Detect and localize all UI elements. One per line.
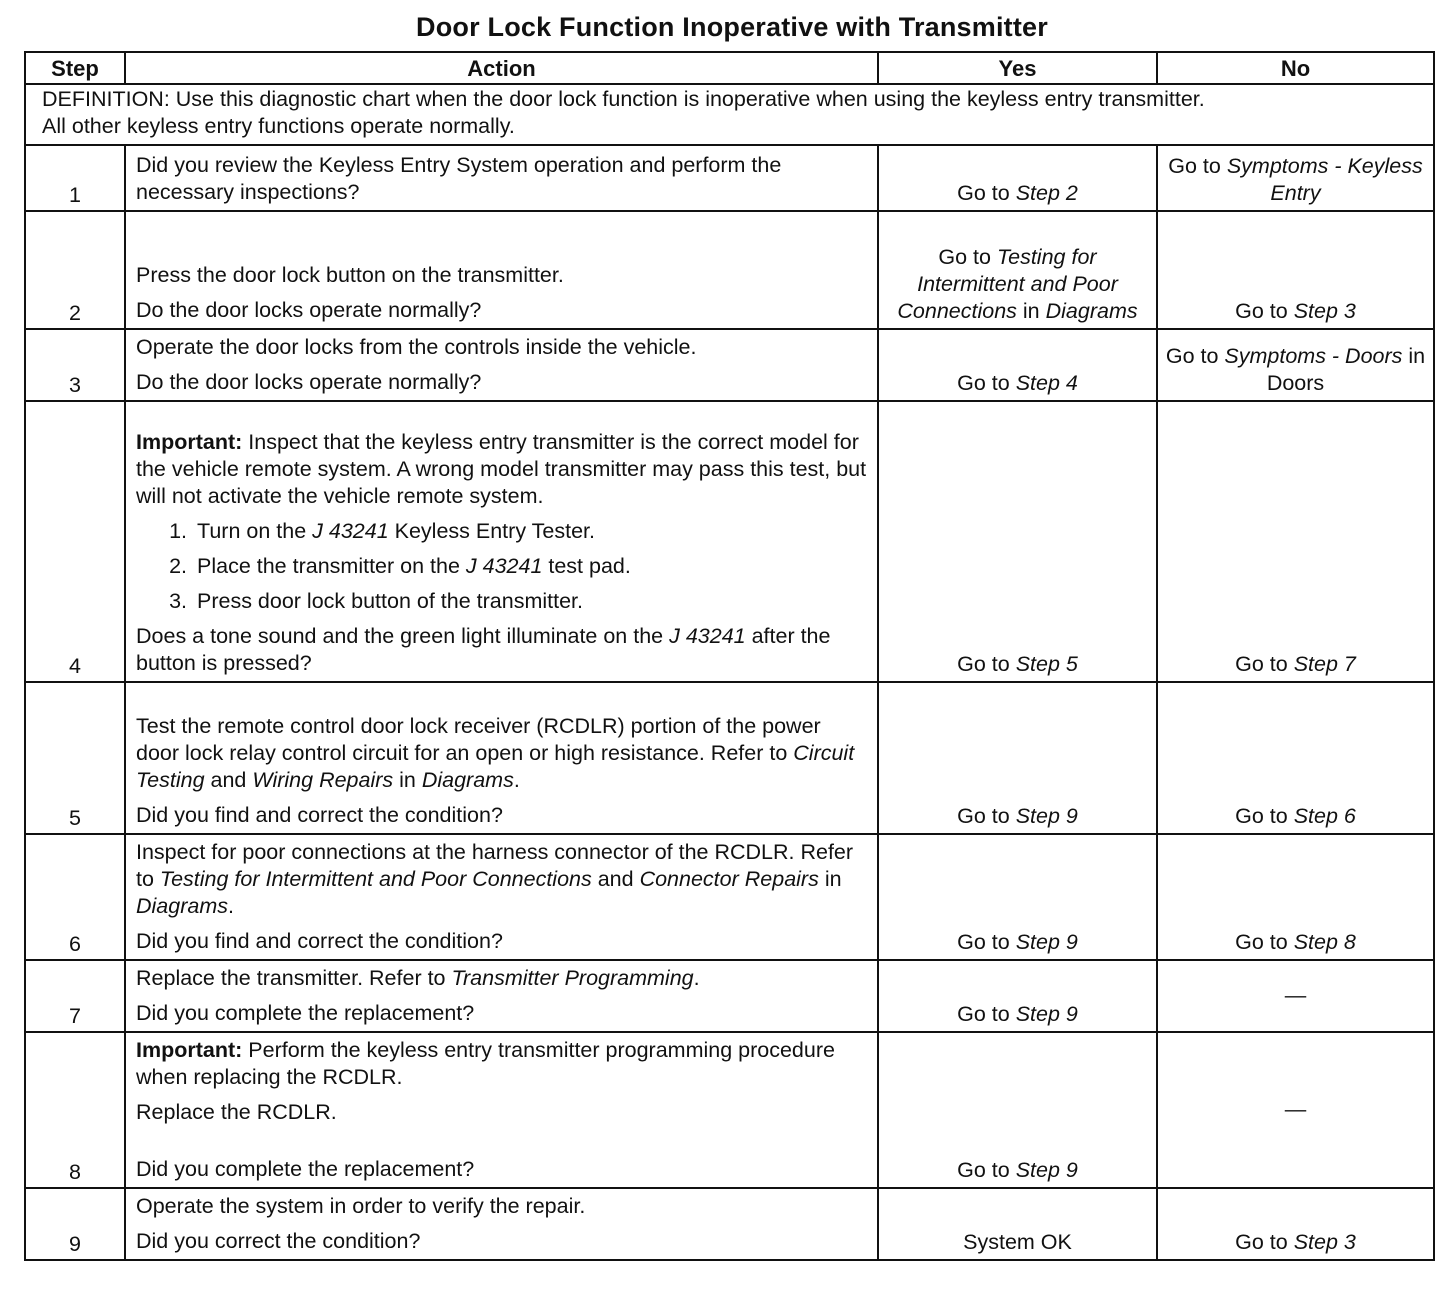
header-no: No	[1157, 52, 1434, 84]
tool-reference: J 43241	[312, 519, 389, 543]
action-text: Inspect for poor connections at the harness connector of the RCDLR. Refer to Testing for Intermittent and Poor Connections and Connector Repairs in Diagrams.	[136, 840, 854, 918]
action-cell	[125, 145, 878, 211]
important-label: Important:	[136, 430, 243, 454]
yes-cell: Go to Step 4	[878, 329, 1157, 401]
action-question: Did you correct the condition?	[136, 1229, 421, 1253]
step-reference: Step 5	[1015, 652, 1078, 676]
step-number: 1	[25, 145, 125, 211]
no-cell: Go to Symptoms - Doors in Doors	[1157, 329, 1434, 401]
step-number: 8	[25, 1032, 125, 1188]
yes-cell: Go to Step 9	[878, 682, 1157, 834]
yes-cell: Go to Testing for Intermittent and Poor Connections in Diagrams	[878, 211, 1157, 329]
manual-reference: Testing for Intermittent and Poor Connections	[897, 245, 1118, 323]
important-note: Important: Inspect that the keyless entry transmitter is the correct model for the vehicle remote system. A wrong model transmitter may pass this test, but will not activate the vehicle remote system.	[136, 430, 867, 508]
action-question: Did you find and correct the condition?	[136, 929, 503, 953]
step-number: 4	[25, 401, 125, 682]
no-cell: Go to Step 6	[1157, 682, 1434, 834]
step-reference: Step 9	[1015, 930, 1078, 954]
diagnostic-table	[24, 51, 1435, 1261]
step-reference: Step 9	[1015, 804, 1078, 828]
action-text: Replace the transmitter. Refer to Transmitter Programming.	[136, 966, 700, 990]
action-question: Did you find and correct the condition?	[136, 803, 503, 827]
yes-cell: Go to Step 9	[878, 960, 1157, 1032]
manual-reference: Circuit Testing	[136, 741, 855, 792]
table-row	[25, 329, 1434, 401]
action-text: Replace the RCDLR.	[136, 1100, 337, 1124]
list-item: 2. Place the transmitter on the J 43241 test pad.	[193, 553, 867, 580]
table-row	[25, 834, 1434, 960]
action-cell	[125, 1032, 878, 1188]
action-question: Do the door locks operate normally?	[136, 370, 482, 394]
table-row	[25, 960, 1434, 1032]
list-item: 3. Press door lock button of the transmitter.	[193, 588, 867, 615]
action-text: Press the door lock button on the transmitter.	[136, 263, 564, 287]
not-applicable-dash: —	[1284, 983, 1307, 1007]
table-row	[25, 211, 1434, 329]
step-number: 3	[25, 329, 125, 401]
definition-line-1: DEFINITION: Use this diagnostic chart when the door lock function is inoperative when using the keyless entry transmitter.	[42, 87, 1205, 111]
action-cell	[125, 834, 878, 960]
action-cell	[125, 960, 878, 1032]
action-cell	[125, 211, 878, 329]
step-reference: Step 3	[1293, 299, 1356, 323]
step-reference: Step 2	[1015, 181, 1078, 205]
header-action: Action	[125, 52, 878, 84]
step-reference: Step 9	[1015, 1002, 1078, 1026]
step-reference: Step 6	[1293, 804, 1356, 828]
no-cell: Go to Step 3	[1157, 211, 1434, 329]
header-step: Step	[25, 52, 125, 84]
action-cell	[125, 682, 878, 834]
step-number: 9	[25, 1188, 125, 1260]
step-reference: Step 3	[1293, 1230, 1356, 1254]
definition-line-2: All other keyless entry functions operate normally.	[42, 114, 515, 138]
manual-reference: Diagrams	[421, 768, 514, 792]
header-row	[25, 52, 1434, 84]
manual-reference: Connector Repairs	[639, 867, 819, 891]
manual-reference: Wiring Repairs	[252, 768, 394, 792]
tool-reference: J 43241	[669, 624, 746, 648]
manual-reference: Diagrams	[1045, 299, 1138, 323]
no-cell	[1157, 1032, 1434, 1188]
header-yes: Yes	[878, 52, 1157, 84]
yes-cell: Go to Step 5	[878, 401, 1157, 682]
manual-reference: Transmitter Programming	[451, 966, 694, 990]
yes-cell	[878, 1188, 1157, 1260]
step-reference: Step 9	[1015, 1158, 1078, 1182]
no-cell: Go to Step 7	[1157, 401, 1434, 682]
manual-reference: Symptoms - Keyless Entry	[1226, 154, 1423, 205]
not-applicable-dash: —	[1284, 1097, 1307, 1121]
manual-reference: Testing for Intermittent and Poor Connections	[159, 867, 592, 891]
step-number: 7	[25, 960, 125, 1032]
step-number: 6	[25, 834, 125, 960]
definition	[25, 84, 1434, 145]
action-question: Did you complete the replacement?	[136, 1001, 475, 1025]
tool-reference: J 43241	[465, 554, 543, 578]
no-cell: Go to Step 8	[1157, 834, 1434, 960]
action-cell	[125, 401, 878, 682]
manual-reference: Symptoms - Doors	[1224, 344, 1403, 368]
yes-cell: Go to Step 2	[878, 145, 1157, 211]
table-row	[25, 1032, 1434, 1188]
step-number: 2	[25, 211, 125, 329]
list-item: 1. Turn on the J 43241 Keyless Entry Tester.	[193, 518, 867, 545]
no-cell	[1157, 960, 1434, 1032]
no-cell: Go to Symptoms - Keyless Entry	[1157, 145, 1434, 211]
step-reference: Step 4	[1015, 371, 1078, 395]
result-text: System OK	[963, 1230, 1072, 1254]
definition-row	[25, 84, 1434, 145]
yes-cell: Go to Step 9	[878, 1032, 1157, 1188]
action-question: Do the door locks operate normally?	[136, 298, 482, 322]
page-title: Door Lock Function Inoperative with Transmitter	[416, 12, 1048, 42]
manual-reference: Diagrams	[136, 894, 228, 918]
table-row	[25, 401, 1434, 682]
substep-list	[136, 518, 867, 615]
no-cell: Go to Step 3	[1157, 1188, 1434, 1260]
step-number: 5	[25, 682, 125, 834]
table-row	[25, 145, 1434, 211]
yes-cell: Go to Step 9	[878, 834, 1157, 960]
important-label: Important:	[136, 1038, 243, 1062]
table-row	[25, 682, 1434, 834]
action-question: Did you complete the replacement?	[136, 1157, 475, 1181]
action-question: Does a tone sound and the green light illuminate on the J 43241 after the button is pressed?	[136, 624, 831, 675]
action-text: Operate the system in order to verify the repair.	[136, 1194, 586, 1218]
step-reference: Step 7	[1293, 652, 1356, 676]
table-row	[25, 1188, 1434, 1260]
action-text: Test the remote control door lock receiver (RCDLR) portion of the power door lock relay control circuit for an open or high resistance. Refer to Circuit Testing and Wiring Repairs in Diagrams.	[136, 714, 855, 792]
action-text: Operate the door locks from the controls inside the vehicle.	[136, 335, 697, 359]
action-cell	[125, 329, 878, 401]
action-text: Did you review the Keyless Entry System operation and perform the necessary inspections?	[136, 153, 782, 204]
action-cell	[125, 1188, 878, 1260]
important-note: Important: Perform the keyless entry transmitter programming procedure when replacing the RCDLR.	[136, 1038, 835, 1089]
step-reference: Step 8	[1293, 930, 1356, 954]
